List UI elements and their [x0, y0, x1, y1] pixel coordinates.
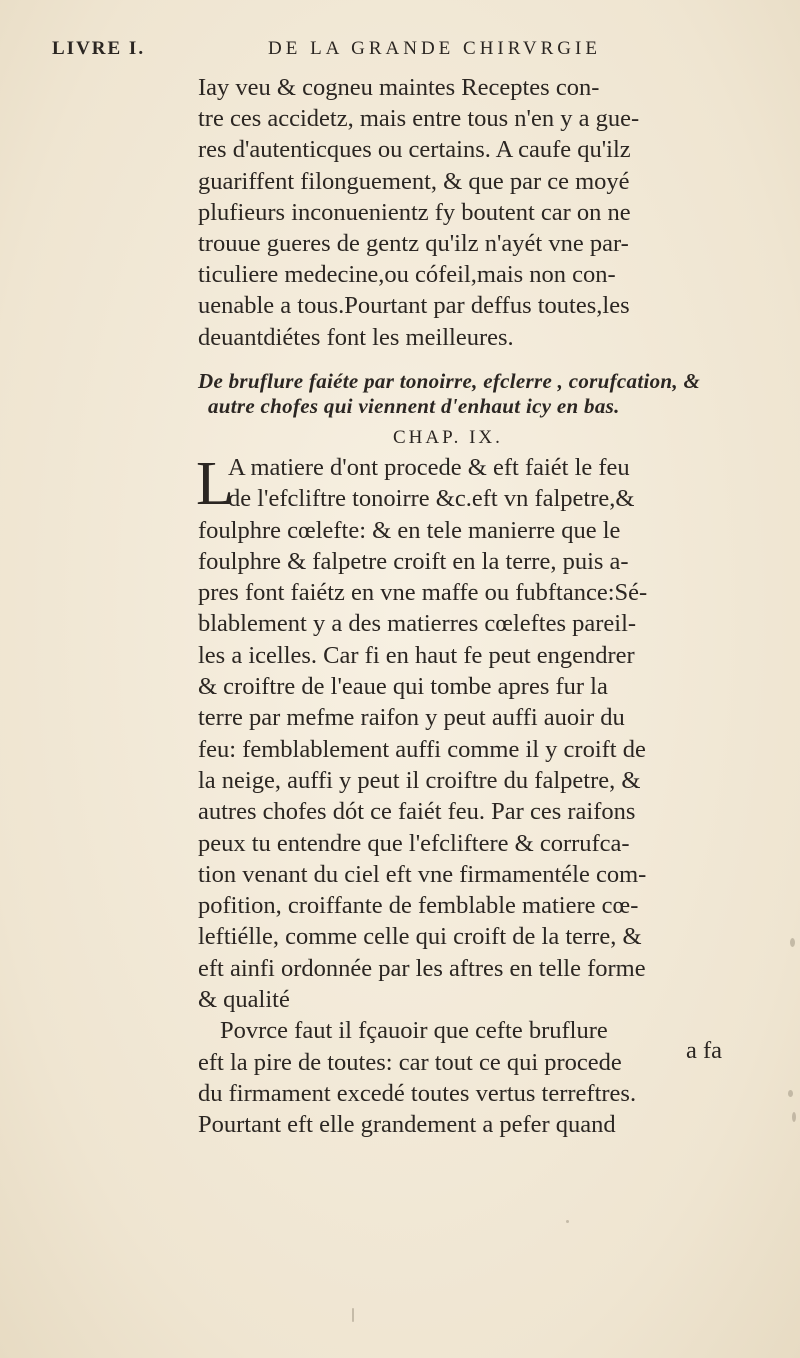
text-line: guariffent filonguement, & que par ce moyé [198, 167, 630, 195]
text-line: ticuliere medecine,ou cófeil,mais non con- [198, 261, 616, 289]
text-line: Povrce faut il fçauoir que cefte bruflure [220, 1017, 608, 1045]
text-line: tre ces accidetz, mais entre tous n'en y a gue- [198, 105, 640, 133]
text-line: Iay veu & cogneu maintes Receptes con- [198, 74, 600, 101]
text-line: trouue gueres de gentz qu'ilz n'ayét vne par- [198, 230, 629, 258]
text-line: la neige, auffi y peut il croiftre du falpetre, & [198, 766, 641, 794]
text-line: blablement y a des matierres cœleftes pareil- [198, 610, 637, 638]
text-line: foulphre & falpetre croift en la terre, puis a- [198, 547, 629, 575]
book-title: DE LA GRANDE CHIRVRGIE [268, 38, 601, 59]
text-line: & croiftre de l'eaue qui tombe apres fur la [198, 673, 608, 701]
paper-speck [566, 1220, 569, 1223]
text-line: autres chofes dót ce faiét feu. Par ces raifons [198, 798, 636, 826]
text-line: leftiélle, comme celle qui croift de la terre, & [198, 923, 642, 951]
text-line: deuantdiétes font les meilleures. [198, 323, 514, 351]
running-head [0, 38, 800, 66]
text-line: & qualité [198, 986, 290, 1014]
text-line: plufieurs inconuenientz fy boutent car on ne [198, 198, 631, 226]
text-line: terre par mefme raifon y peut auffi auoir du [198, 704, 625, 732]
text-line: les a icelles. Car fi en haut fe peut engendrer [198, 641, 635, 669]
book-number: LIVRE I. [52, 38, 146, 59]
heading-line: De bruflure faiéte par tonoirre, efclerre , corufcation, & [198, 369, 701, 393]
text-line: foulphre cœlefte: & en tele manierre que le [198, 516, 621, 544]
paper-speck [352, 1308, 354, 1322]
chapter-number: CHAP. IX. [393, 427, 503, 448]
text-line: pres font faiétz en vne maffe ou fubftance:Sé- [198, 579, 648, 607]
text-line: eft ainfi ordonnée par les aftres en telle forme [198, 954, 646, 982]
paper-speck [792, 1112, 796, 1122]
drop-cap: L [196, 450, 234, 518]
text-line: Pourtant eft elle grandement a pefer quand [198, 1111, 616, 1139]
text-line: feu: femblablement auffi comme il y croift de [198, 735, 646, 763]
text-line: res d'autenticques ou certains. A caufe qu'ilz [198, 136, 631, 164]
text-line: tion venant du ciel eft vne firmamentéle com- [198, 860, 647, 888]
paper-speck [790, 938, 795, 947]
text-line: de l'efcliftre tonoirre &c.eft vn falpetre,& [228, 485, 635, 513]
text-line: A matiere d'ont procede & eft faiét le feu [228, 454, 630, 481]
paper-speck [788, 1090, 793, 1097]
heading-line: autre chofes qui viennent d'enhaut icy en bas. [208, 394, 620, 418]
catchword: a fa [686, 1037, 723, 1064]
text-line: uenable a tous.Pourtant par deffus toutes,les [198, 292, 630, 320]
text-line: peux tu entendre que l'efcliftere & corrufca- [198, 829, 630, 857]
text-line: eft la pire de toutes: car tout ce qui procede [198, 1048, 622, 1076]
text-line: pofition, croiffante de femblable matiere cœ- [198, 892, 639, 920]
paragraph-2 [198, 452, 763, 1141]
paragraph-1 [198, 72, 763, 353]
text-line: du firmament excedé toutes vertus terreftres. [198, 1079, 637, 1107]
chapter-heading [198, 369, 763, 419]
